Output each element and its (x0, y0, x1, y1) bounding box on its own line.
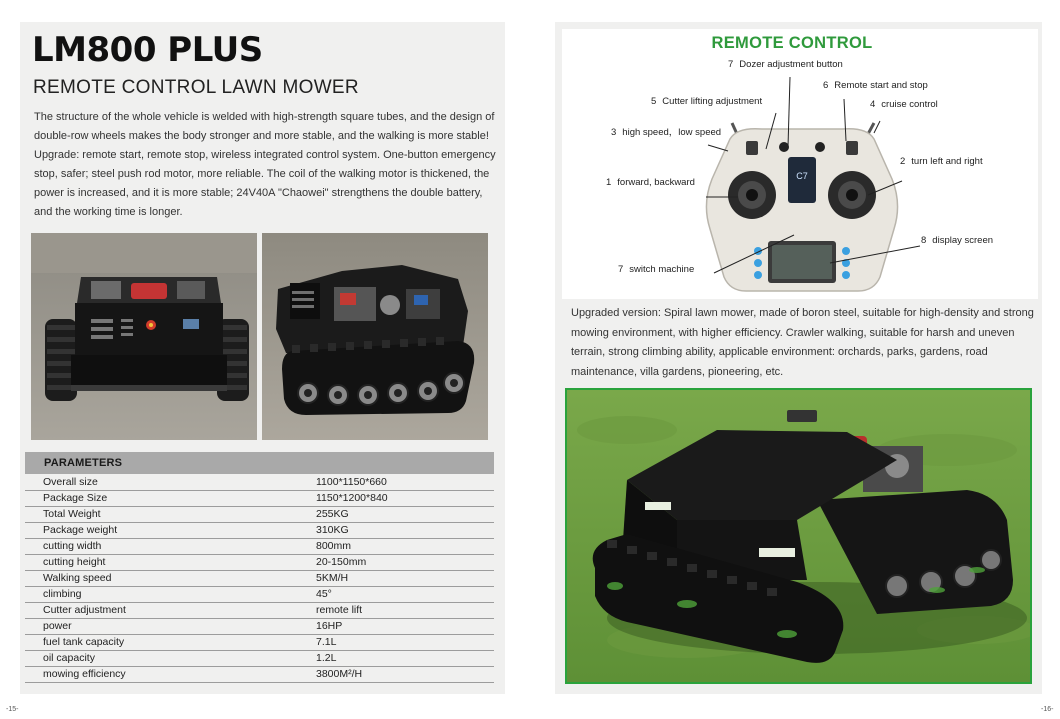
table-row (25, 522, 494, 538)
param-value: 7.1L (316, 634, 494, 650)
product-description: The structure of the whole vehicle is welded with high-strength square tubes, and the design of double-row wheels makes the body stronger and more stable, and the walking is more stable! Upgrade: remote start, remote stop, wireless integrated control system. One-button emergency stop, safer; steel push rod motor, more reliable. The coil of the walking motor is thickened, the power is increased, and it is more stable; 24V40A "Chaowei" strengthens the double battery, and the working time is longer. (34, 111, 496, 218)
page-number-left: -15- (6, 706, 19, 713)
page-number-right: -16- (1041, 706, 1054, 713)
label-turn: 2 turn left and right (900, 156, 983, 167)
param-name: cutting width (25, 538, 316, 554)
left-page (20, 22, 505, 694)
param-value: 800mm (316, 538, 494, 554)
table-row (25, 666, 494, 682)
param-value: 1150*1200*840 (316, 490, 494, 506)
parameters-list (25, 474, 494, 683)
table-row (25, 602, 494, 618)
param-name: fuel tank capacity (25, 634, 316, 650)
param-name: Total Weight (25, 506, 316, 522)
table-row (25, 586, 494, 602)
label-display-screen: 8 display screen (921, 235, 994, 246)
remote-screen-label: C7 (796, 171, 808, 181)
param-name: Package Size (25, 490, 316, 506)
label-speed: 3 high speed，low speed (611, 127, 722, 138)
param-name: Cutter adjustment (25, 602, 316, 618)
mower-side-photo (262, 233, 488, 440)
table-row (25, 634, 494, 650)
table-row (25, 474, 494, 490)
param-value: 20-150mm (316, 554, 494, 570)
remote-control-diagram (562, 29, 1038, 299)
param-value: remote lift (316, 602, 494, 618)
param-value: 255KG (316, 506, 494, 522)
right-page (555, 22, 1042, 694)
label-switch-machine: 7 switch machine (618, 264, 695, 275)
param-name: climbing (25, 586, 316, 602)
param-value: 5KM/H (316, 570, 494, 586)
table-row (25, 490, 494, 506)
product-title: LM800 PLUS (32, 30, 263, 70)
param-name: mowing efficiency (25, 666, 316, 682)
table-row (25, 506, 494, 522)
parameters-table (25, 452, 494, 683)
label-remote-start: 6 Remote start and stop (823, 80, 928, 91)
product-subtitle: REMOTE CONTROL LAWN MOWER (33, 77, 359, 98)
parameters-header: PARAMETERS (25, 452, 494, 474)
param-value: 1.2L (316, 650, 494, 666)
table-row (25, 650, 494, 666)
table-row (25, 570, 494, 586)
param-name: power (25, 618, 316, 634)
param-value: 1100*1150*660 (316, 474, 494, 490)
param-name: Walking speed (25, 570, 316, 586)
param-name: cutting height (25, 554, 316, 570)
param-value: 16HP (316, 618, 494, 634)
table-row (25, 618, 494, 634)
param-name: oil capacity (25, 650, 316, 666)
param-value: 3800M²/H (316, 666, 494, 682)
param-name: Package weight (25, 522, 316, 538)
mower-front-photo (31, 233, 257, 440)
upgrade-description: Upgraded version: Spiral lawn mower, made of boron steel, suitable for high-density and strong mowing environment, with higher efficiency. Crawler walking, suitable for harsh and uneven terrain, strong climbing ability, applicable environment: orchards, parks, gardens, road maintenance, villa gardens, pioneering, etc. (571, 307, 1034, 378)
param-value: 45° (316, 586, 494, 602)
label-forward-backward: 1 forward, backward (606, 177, 695, 188)
label-dozer: 7 Dozer adjustment button (728, 59, 843, 70)
table-row (25, 538, 494, 554)
param-name: Overall size (25, 474, 316, 490)
label-cutter-lifting: 5 Cutter lifting adjustment (651, 96, 763, 107)
label-cruise-control: 4 cruise control (870, 99, 938, 110)
remote-title: REMOTE CONTROL (711, 34, 873, 52)
table-row (25, 554, 494, 570)
mower-on-grass-photo (565, 388, 1032, 684)
param-value: 310KG (316, 522, 494, 538)
